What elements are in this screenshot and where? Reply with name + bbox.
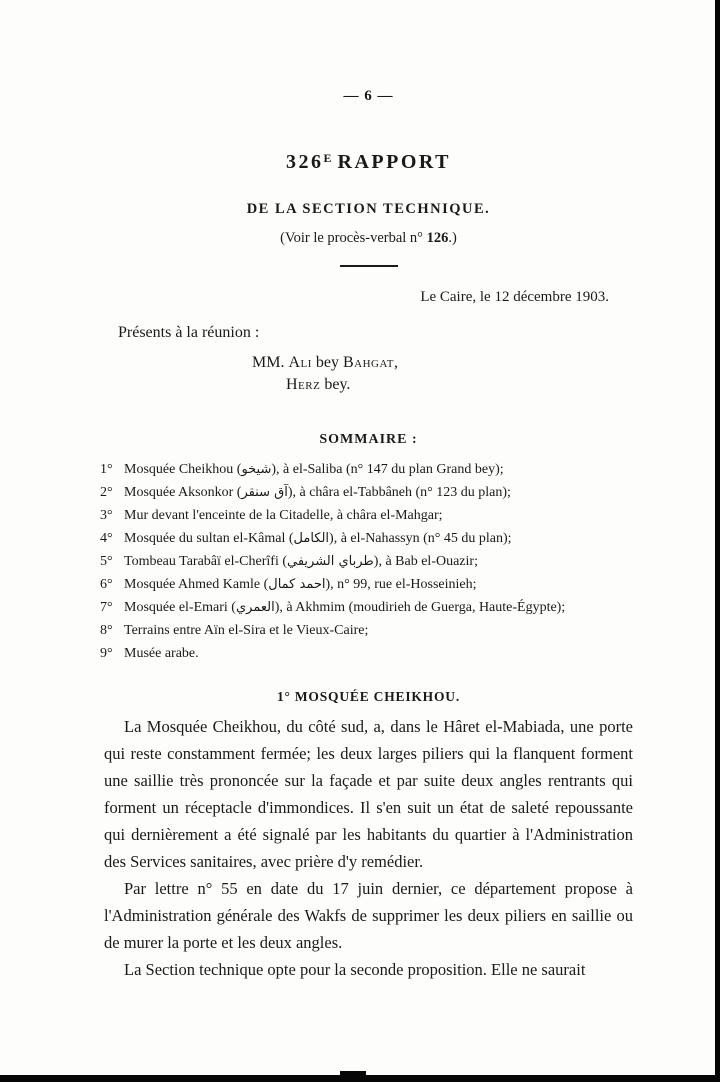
page-number: — 6 — xyxy=(343,88,394,104)
scan-edge-right xyxy=(715,0,720,1082)
report-title-text: RAPPORT xyxy=(337,151,451,173)
presents-label: Présents à la réunion : xyxy=(118,324,260,341)
sommaire-item-number: 2° xyxy=(100,485,113,500)
sommaire-text-after: ), à châra el-Tabbâneh (n° 123 du plan); xyxy=(287,485,511,500)
sommaire-item-text xyxy=(124,642,633,665)
sommaire-item-text xyxy=(124,458,633,481)
sommaire-item-number: 9° xyxy=(100,646,113,661)
sommaire-item xyxy=(100,458,633,481)
sommaire-item-text xyxy=(124,596,633,619)
sommaire-text-after: ), n° 99, rue el-Hosseinieh; xyxy=(325,577,477,592)
sommaire-item xyxy=(100,642,633,665)
sommaire-text-after: ), à el-Saliba (n° 147 du plan Grand bey); xyxy=(271,462,504,477)
sommaire-item xyxy=(100,596,633,619)
report-title-number: 326 xyxy=(286,151,324,173)
body-paragraph: Par lettre n° 55 en date du 17 juin dernier, ce département propose à l'Administration générale des Wakfs de supprimer les deux piliers en saillie ou de murer la porte et les deux angles. xyxy=(104,879,633,952)
arabic-text: العمري xyxy=(235,600,275,615)
reference-note xyxy=(104,230,633,247)
sommaire-text-before: Terrains entre Aïn el-Sira et le Vieux-Caire; xyxy=(124,623,369,638)
attendee-prefix: MM. xyxy=(252,354,289,371)
sommaire-item-number: 4° xyxy=(100,531,113,546)
attendee-first-name: Herz xyxy=(286,376,321,393)
report-title-superscript: E xyxy=(323,151,332,165)
dateline: Le Caire, le 12 décembre 1903. xyxy=(420,289,609,305)
sommaire-item-number: 3° xyxy=(100,508,113,523)
reference-text: (Voir le procès-verbal n° xyxy=(280,230,427,246)
sommaire-item-number: 1° xyxy=(100,462,113,477)
scan-edge-notch xyxy=(340,1071,366,1082)
sommaire-item-number: 8° xyxy=(100,623,113,638)
sommaire-text-before: Mosquée Ahmed Kamle ( xyxy=(124,577,269,592)
arabic-text: آق سنقر xyxy=(241,485,288,500)
sommaire-text-before: Tombeau Tarabâï el-Cherîfi ( xyxy=(124,554,287,569)
sommaire-item-text xyxy=(124,481,633,504)
sommaire-item xyxy=(100,481,633,504)
sommaire-item-number: 5° xyxy=(100,554,113,569)
sommaire-list xyxy=(100,458,633,665)
sommaire-title: SOMMAIRE : xyxy=(319,432,418,447)
sommaire-text-after: ), à el-Nahassyn (n° 45 du plan); xyxy=(329,531,512,546)
sommaire-item-number: 7° xyxy=(100,600,113,615)
attendee-first-name: Ali xyxy=(288,354,312,371)
sommaire-item xyxy=(100,550,633,573)
arabic-text: الكامل xyxy=(293,531,330,546)
attendee-title: bey. xyxy=(320,376,351,393)
sommaire-item xyxy=(100,527,633,550)
section-divider xyxy=(340,265,398,267)
attendee-line xyxy=(286,376,633,394)
sommaire-item-text xyxy=(124,619,633,642)
body-paragraph: La Section technique opte pour la seconde proposition. Elle ne saurait xyxy=(124,960,586,979)
sommaire-item-text xyxy=(124,573,633,596)
sommaire-item-text xyxy=(124,504,633,527)
sommaire-text-before: Mosquée el-Emari ( xyxy=(124,600,236,615)
arabic-text: احمد كمال xyxy=(268,577,326,592)
arabic-text: شيخو xyxy=(241,462,272,477)
sommaire-item-text xyxy=(124,527,633,550)
sommaire-text-after: ), à Bab el-Ouazir; xyxy=(373,554,478,569)
arabic-text: طرباي الشريفي xyxy=(287,554,374,569)
body-paragraph: La Mosquée Cheikhou, du côté sud, a, dans le Hâret el-Mabiada, une porte qui reste constamment fermée; les deux larges piliers qui la flanquent forment une saillie très prononcée sur la façade et par suite deux angles rentrants qui forment un réceptacle d'immondices. Il s'en suit un état de saleté repoussante qui dernièrement a été signalé par les habitants du quartier à l'Administration des Services sanitaires, avec prière d'y remédier. xyxy=(104,717,633,871)
reference-close: .) xyxy=(448,230,457,246)
report-subtitle: DE LA SECTION TECHNIQUE. xyxy=(246,201,491,217)
sommaire-text-before: Mosquée du sultan el-Kâmal ( xyxy=(124,531,294,546)
sommaire-item xyxy=(100,619,633,642)
attendee-suffix: , xyxy=(393,354,398,371)
sommaire-text-before: Musée arabe. xyxy=(124,646,199,661)
report-title xyxy=(104,151,633,174)
sommaire-text-before: Mosquée Aksonkor ( xyxy=(124,485,242,500)
page-content xyxy=(100,0,633,983)
attendee-last-name: Bahgat xyxy=(343,354,394,371)
sommaire-item-text xyxy=(124,550,633,573)
section-heading: 1° MOSQUÉE CHEIKHOU. xyxy=(276,689,461,704)
sommaire-item xyxy=(100,504,633,527)
sommaire-item-number: 6° xyxy=(100,577,113,592)
sommaire-item xyxy=(100,573,633,596)
sommaire-text-before: Mosquée Cheikhou ( xyxy=(124,462,242,477)
attendee-line xyxy=(252,354,633,372)
sommaire-text-after: ), à Akhmim (moudirieh de Guerga, Haute-Égypte); xyxy=(274,600,566,615)
attendee-title: bey xyxy=(311,354,343,371)
sommaire-text-before: Mur devant l'enceinte de la Citadelle, à châra el-Mahgar; xyxy=(124,508,443,523)
reference-number: 126 xyxy=(426,230,449,246)
